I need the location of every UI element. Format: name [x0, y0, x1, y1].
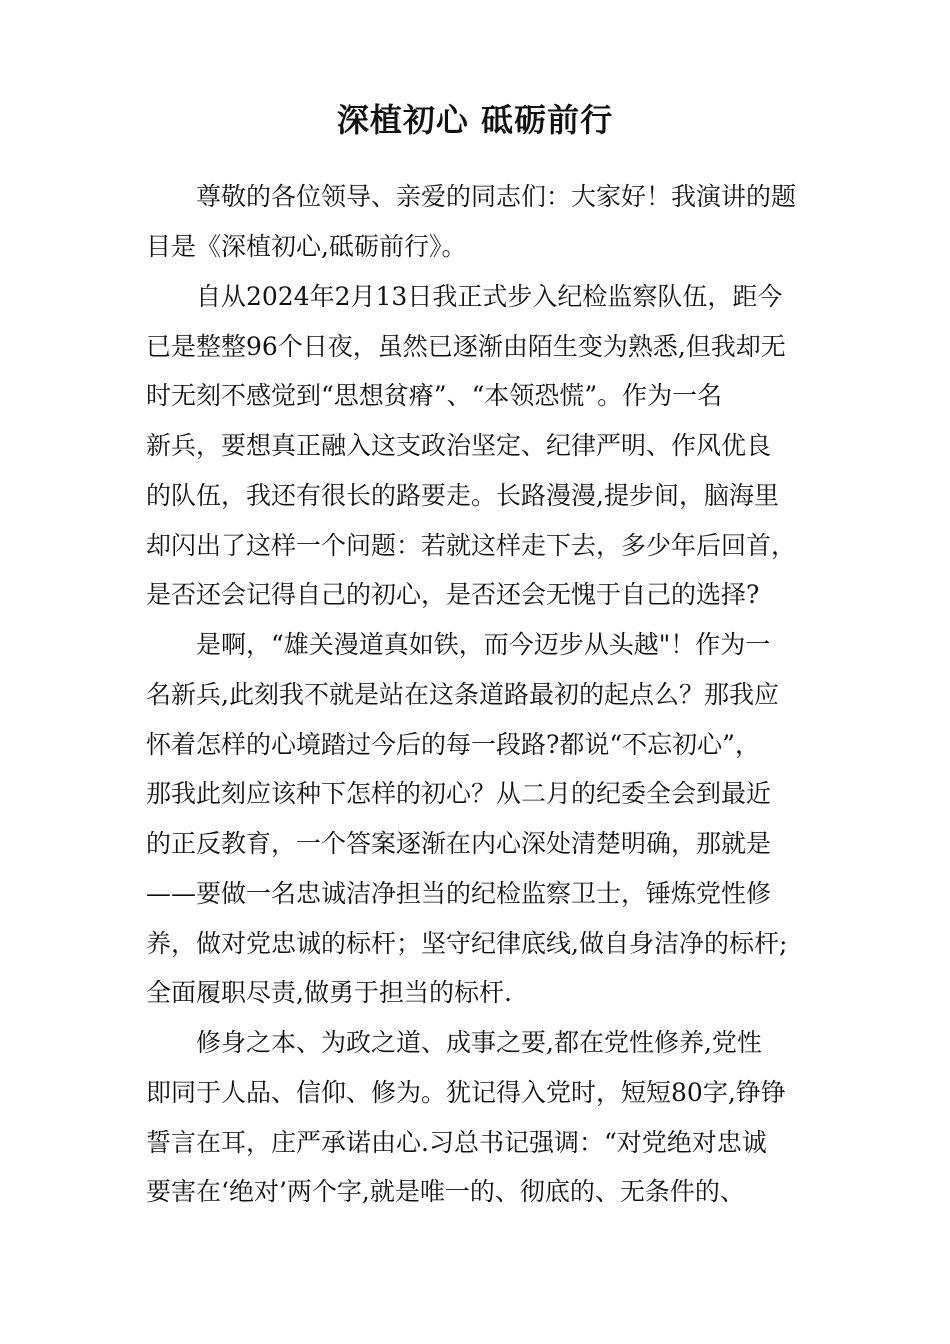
text-line: 怀着怎样的心境踏过今后的每一段路?都说“不忘初心”， [146, 730, 760, 759]
text-line: 自从2024年2月13日我正式步入纪检监察队伍，距今 [196, 282, 783, 311]
text-line: 修身之本、为政之道、成事之要,都在党性修养,党性 [196, 1028, 762, 1057]
text-line: 时无刻不感觉到“思想贫瘠”、“本领恐慌”。作为一名 [146, 381, 723, 410]
text-line: 的正反教育，一个答案逐渐在内心深处清楚明确，那就是 [146, 829, 772, 858]
text-line: 新兵，要想真正融入这支政治坚定、纪律严明、作风优良 [146, 431, 772, 460]
text-line: 要害在‘绝对’两个字,就是唯一的、彻底的、无条件的、 [146, 1177, 745, 1206]
text-line: 那我此刻应该种下怎样的初心？从二月的纪委全会到最近 [146, 779, 772, 808]
document-title: 深植初心 砥砺前行 [336, 101, 614, 139]
text-line: 是否还会记得自己的初心，是否还会无愧于自己的选择? [146, 580, 760, 609]
text-line: 却闪出了这样一个问题：若就这样走下去，多少年后回首， [146, 531, 797, 560]
text-line: 即同于人品、信仰、修为。犹记得入党时，短短80字,铮铮 [146, 1078, 786, 1107]
text-line: 全面履职尽责,做勇于担当的标杆. [146, 978, 512, 1007]
text-line: 誓言在耳，庄严承诺由心.习总书记强调：“对党绝对忠诚 [146, 1128, 767, 1157]
text-line: 名新兵,此刻我不就是站在这条道路最初的起点么？那我应 [146, 680, 779, 709]
text-line: 目是《深植初心,砥砺前行》。 [146, 232, 467, 261]
text-line: 是啊，“雄关漫道真如铁，而今迈步从头越"！作为一 [196, 630, 771, 659]
text-line: 养，做对党忠诚的标杆；坚守纪律底线,做自身洁净的标杆; [146, 929, 788, 958]
text-line: ——要做一名忠诚洁净担当的纪检监察卫士，锤炼党性修 [146, 879, 772, 908]
text-line: 的队伍，我还有很长的路要走。长路漫漫,提步间，脑海里 [146, 481, 779, 510]
text-line: 尊敬的各位领导、亲爱的同志们：大家好！我演讲的题 [196, 182, 797, 211]
text-line: 已是整整96个日夜，虽然已逐渐由陌生变为熟悉,但我却无 [146, 332, 786, 361]
